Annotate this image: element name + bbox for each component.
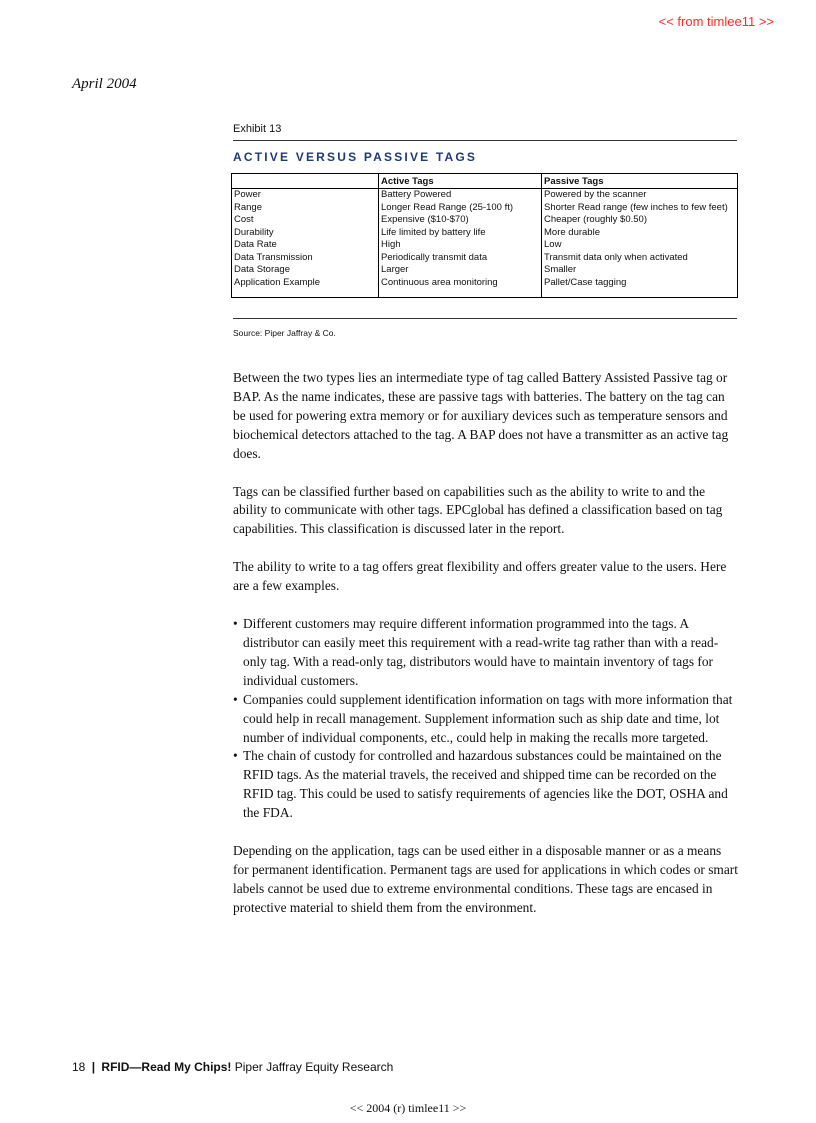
list-item-text: The chain of custody for controlled and hazardous substances could be maintained on the RFID tags. As the material travels, the received and shipped time can be recorded on the RFID tag. This could be used to satisfy requirements of agencies like the DOT, OSHA and the FDA. xyxy=(243,748,728,821)
table-cell: Low xyxy=(542,239,738,252)
list-item xyxy=(233,747,739,823)
table-cell: Cheaper (roughly $0.50) xyxy=(542,214,738,227)
table-row xyxy=(232,239,738,252)
table-cell: Data Transmission xyxy=(232,252,379,265)
table-row xyxy=(232,189,738,202)
list-item xyxy=(233,691,739,748)
exhibit-top-rule xyxy=(233,140,737,141)
bullet-icon: • xyxy=(233,748,238,764)
watermark-bottom: << 2004 (r) timlee11 >> xyxy=(349,1101,467,1115)
table-cell: Powered by the scanner xyxy=(542,189,738,202)
exhibit-title: ACTIVE VERSUS PASSIVE TAGS xyxy=(233,150,478,164)
exhibit-source: Source: Piper Jaffray & Co. xyxy=(233,328,336,338)
body-text xyxy=(233,369,739,937)
table-cell: Battery Powered xyxy=(379,189,542,202)
bullet-icon: • xyxy=(233,616,238,632)
comparison-table-container xyxy=(231,173,737,298)
table-cell: Data Rate xyxy=(232,239,379,252)
report-title: RFID—Read My Chips! xyxy=(101,1060,232,1074)
bullet-icon: • xyxy=(233,691,238,707)
list-item xyxy=(233,615,739,691)
table-row xyxy=(232,264,738,277)
table-cell: Transmit data only when activated xyxy=(542,252,738,265)
table-cell: Expensive ($10-$70) xyxy=(379,214,542,227)
table-cell: Continuous area monitoring xyxy=(379,277,542,298)
table-header-cell: Active Tags xyxy=(379,174,542,189)
table-cell: Data Storage xyxy=(232,264,379,277)
publisher-name: Piper Jaffray Equity Research xyxy=(234,1060,394,1074)
table-cell: High xyxy=(379,239,542,252)
paragraph: The ability to write to a tag offers great flexibility and offers greater value to the users. Here are a few examples. xyxy=(233,559,727,594)
page-number: 18 xyxy=(72,1060,86,1074)
table-header-row xyxy=(232,174,738,189)
table-header-cell: Passive Tags xyxy=(542,174,738,189)
table-cell: Shorter Read range (few inches to few feet) xyxy=(542,202,738,215)
table-cell: Cost xyxy=(232,214,379,227)
footer-separator: | xyxy=(91,1060,96,1074)
table-cell: More durable xyxy=(542,227,738,240)
table-row xyxy=(232,227,738,240)
comparison-table xyxy=(231,173,738,298)
table-cell: Life limited by battery life xyxy=(379,227,542,240)
table-row xyxy=(232,214,738,227)
table-row xyxy=(232,252,738,265)
table-cell: Application Example xyxy=(232,277,379,298)
table-row xyxy=(232,202,738,215)
table-cell: Power xyxy=(232,189,379,202)
exhibit-bottom-rule xyxy=(233,318,737,319)
table-cell: Pallet/Case tagging xyxy=(542,277,738,298)
report-date: April 2004 xyxy=(72,76,137,92)
page-footer xyxy=(72,1060,393,1074)
table-cell: Longer Read Range (25-100 ft) xyxy=(379,202,542,215)
table-cell: Range xyxy=(232,202,379,215)
table-cell: Larger xyxy=(379,264,542,277)
table-cell: Durability xyxy=(232,227,379,240)
table-cell: Smaller xyxy=(542,264,738,277)
paragraph: Tags can be classified further based on capabilities such as the ability to write to and the ability to communicate with other tags. EPCglobal has defined a classification based on tag capabilities. This classification is discussed later in the report. xyxy=(233,483,723,537)
list-item-text: Companies could supplement identification information on tags with more information that could help in recall management. Supplement information such as ship date and time, lot number of individual components, etc., could help in making the recalls more targeted. xyxy=(243,691,733,745)
table-header-cell xyxy=(232,174,379,189)
examples-list xyxy=(233,615,739,823)
table-cell: Periodically transmit data xyxy=(379,252,542,265)
watermark-top: << from timlee11 >> xyxy=(658,14,774,29)
paragraph: Between the two types lies an intermediate type of tag called Battery Assisted Passive tag or BAP. As the name indicates, these are passive tags with batteries. The battery on the tag can be used for powering extra memory or for auxiliary devices such as temperature sensors and biochemical detectors attached to the tag. A BAP does not have a transmitter as an active tag does. xyxy=(233,370,729,461)
table-row xyxy=(232,277,738,298)
list-item-text: Different customers may require different information programmed into the tags. A distributor can easily meet this requirement with a read-write tag rather than with a read-only tag. With a read-only tag, distributors would have to maintain inventory of tags for individual customers. xyxy=(243,616,719,688)
paragraph: Depending on the application, tags can be used either in a disposable manner or as a means for permanent identification. Permanent tags are used for applications in which codes or smart labels cannot be used due to extreme environmental conditions. These tags are encased in protective material to shield them from the environment. xyxy=(233,843,738,915)
exhibit-label: Exhibit 13 xyxy=(233,123,282,135)
